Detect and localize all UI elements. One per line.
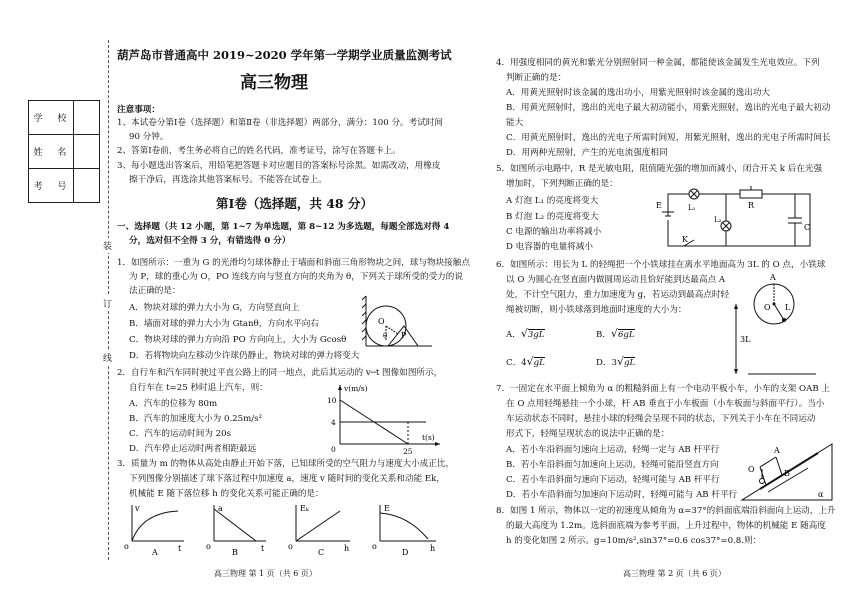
q7-label-alpha: α <box>818 490 824 499</box>
q2-ytick-4: 4 <box>331 418 336 427</box>
q2-xlabel: t(s) <box>422 433 435 442</box>
q6-label-l: L <box>785 303 791 312</box>
q5-option-b: B 灯泡 L₂ 的亮度将变大 <box>506 212 599 222</box>
q6-label-a: A <box>770 273 776 282</box>
q1-option-c: C．物块对球的弹力方向沿 PO 方向向上，大小为 Gcosθ <box>129 335 347 345</box>
q7-stem: 形式下，轻绳呈现状态的说法中正确的是： <box>506 429 670 439</box>
q3-b-xlabel: t <box>261 544 265 553</box>
exam-number-field[interactable] <box>29 169 99 202</box>
binding-mark-zhuang: 装 <box>103 238 112 253</box>
q3-b-origin: o <box>206 542 211 551</box>
q3-graph-b <box>206 504 266 557</box>
q4-option-a: A．用黄光照射时该金属的逸出功小，用紫光照射时该金属的逸出功大 <box>506 88 771 98</box>
binding-mark-ding: 订 <box>103 296 112 311</box>
q6-figure <box>728 270 818 378</box>
notice-line: 1、本试卷分第Ⅰ卷（选择题）和第Ⅱ卷（非选择题）两部分，满分：100 分。考试时间 <box>117 118 444 128</box>
q3-d-xlabel: h <box>430 544 436 553</box>
part1-title: 第Ⅰ卷（选择题，共 48 分） <box>216 196 373 211</box>
q5-stem: 增加时，下列判断正确的是： <box>506 179 618 189</box>
q2-option-d: D．汽车停止运动时两者相距最远 <box>129 444 257 454</box>
q2-ylabel: v(m/s) <box>344 384 368 393</box>
q7-stem: 7．一固定在水平面上倾角为 α 的粗糙斜面上有一个电动平板小车，小车的支架 OAB 上 <box>496 384 830 394</box>
q2-stem: 2．自行车和汽车同时驶过平直公路上的同一地点，此后其运动的 v─t 图像如图所示， <box>117 368 443 378</box>
notice-line: 90 分钟。 <box>129 132 169 142</box>
q3-c-origin: o <box>288 542 293 551</box>
q7-option-a: A．若小车沿斜面匀速向上运动，轻绳一定与 AB 杆平行 <box>506 445 720 455</box>
q7-label-b: B <box>784 469 790 478</box>
q5-label-e: E <box>656 201 662 210</box>
q3-c-name: C <box>318 548 325 557</box>
q4-stem: 4．用强度相同的黄光和紫光分别照射同一种金属，都能使该金属发生光电效应。下列 <box>496 58 820 68</box>
q3-c-ylabel: Eₖ <box>300 504 309 513</box>
q1-label-o: O <box>378 317 385 326</box>
section-instruction: 分，选对但不全得 3 分，有错选得 0 分） <box>129 236 291 246</box>
q3-b-name: B <box>232 548 238 557</box>
name-field[interactable] <box>29 135 99 169</box>
exam-number-label: 考 号 <box>33 182 73 192</box>
name-label: 姓 名 <box>33 148 73 158</box>
q5-option-d: D 电容器的电量将减小 <box>506 242 593 252</box>
q5-stem: 5．如图所示电路中，R 是光敏电阻，阻值随光强的增加而减小，闭合开关 k 后在光强 <box>496 164 823 174</box>
q5-option-c: C 电源的输出功率将减小 <box>506 227 602 237</box>
q1-label-p: P <box>401 331 407 340</box>
q3-graph-d <box>372 504 436 557</box>
q3-a-xlabel: t <box>178 544 182 553</box>
q1-stem: 1．如图所示：一重为 G 的光滑均匀球体静止于墙面和斜面三角形物块之间，球与物块接触点 <box>117 258 470 268</box>
q3-b-ylabel: a <box>218 504 223 513</box>
q1-option-d: D．若将物块向左移动少许球仍静止，物块对球的弹力将变大 <box>129 351 360 361</box>
footer-left: 高三物理 第 1 页（共 6 页） <box>214 569 317 578</box>
q5-option-a: A 灯泡 L₁ 的亮度将变大 <box>506 196 599 206</box>
q3-graph-c <box>288 504 350 557</box>
q4-option-d: D．用两种光照射，产生的光电流强度相同 <box>506 148 668 158</box>
q1-stem: 为 P，球的重心为 O，PO 连线方向与竖直方向的夹角为 θ，下列关于球所受的受力的说 <box>129 272 463 282</box>
q1-option-a: A．物块对球的弹力大小为 G，方向竖直向上 <box>129 303 300 313</box>
q6-option-c: C．4√gL <box>506 355 545 368</box>
q7-label-a: A <box>774 446 780 455</box>
notice-line: 擦干净后，再选涂其他答案标号。不能答在试卷上。 <box>129 175 327 185</box>
q6-stem: 绳被切断，则小铁球落到地面时速度的大小为： <box>506 305 687 315</box>
q4-option-b: B．用黄光照射时，逸出的光电子最大初动能小，用紫光照射，逸出的光电子最大初动 <box>506 103 831 113</box>
q3-d-ylabel: E <box>384 504 390 513</box>
q4-stem: 判断正确的是： <box>506 73 567 83</box>
q2-option-b: B．汽车的加速度大小为 0.25m/s² <box>129 414 263 424</box>
q6-option-a: A．√3gL <box>506 327 545 340</box>
q3-stem: 下列图像分别描述了球下落过程中加速度 a，速度 v 随时间的变化关系和动能 Ek， <box>129 474 445 484</box>
notice-line: 2、答第Ⅰ卷前，考生务必将自己的姓名代码，准考证号，涂写在答题卡上。 <box>117 146 401 156</box>
q6-stem: 6．如图所示：用长为 L 的轻绳把一个小铁球挂在离水平地面高为 3L 的 O 点，小铁球 <box>496 260 826 270</box>
q2-option-c: C．汽车的运动时间为 20s <box>129 429 231 439</box>
binding-mark-xian: 线 <box>103 350 112 365</box>
q1-label-theta: θ <box>383 332 388 340</box>
q7-figure <box>738 424 836 504</box>
q7-stem: 在 O 点用轻绳悬挂一个小球，杆 AB 垂直于小车板面（小车板面与斜面平行）。当小 <box>506 399 825 409</box>
q3-stem: 机械能 E 随下落位移 h 的变化关系可能正确的是： <box>129 489 324 499</box>
q2-origin: 0 <box>331 445 336 454</box>
q2-xtick-25: 25 <box>403 447 413 456</box>
q3-graph-a <box>124 504 184 557</box>
notice-heading: 注意事项： <box>117 105 160 115</box>
q6-label-3l: 3L <box>740 335 751 344</box>
q4-option-b-cont: 能大 <box>506 118 524 128</box>
q5-circuit <box>654 186 824 256</box>
q3-graphs <box>118 499 448 557</box>
q2-option-a: A．汽车的位移为 80m <box>129 399 218 409</box>
q8-stem: 的最大高度为 1.2m。选斜面底端为参考平面，上升过程中，物体的机械能 E 随高度 <box>506 521 826 531</box>
section-instruction: 一、选择题（共 12 小题，第 1~7 为单选题，第 8~12 为多选题，每题全部选对得 4 <box>117 222 450 232</box>
q7-option-c: C．若小车沿斜面匀速向下运动，轻绳可能与 AB 杆平行 <box>506 475 720 485</box>
q8-stem: 8．如图 1 所示，物体以一定的初速度从倾角为 α=37°的斜面底端沿斜面向上运动，上升 <box>496 506 836 516</box>
q2-vt-graph <box>318 382 448 456</box>
q3-a-ylabel: v <box>135 504 140 513</box>
q3-d-origin: o <box>372 542 377 551</box>
q3-stem: 3．质量为 m 的物体从高处由静止开始下落，已知球所受的空气阻力与速度大小成正比， <box>117 459 455 469</box>
q2-stem: 自行车在 t=25 秒时追上汽车，则： <box>129 383 268 393</box>
q6-label-o: O <box>764 303 771 312</box>
q2-ytick-10: 10 <box>327 396 337 405</box>
subject-title: 高三物理 <box>240 73 308 93</box>
q1-figure <box>352 292 434 354</box>
q4-option-c: C．用黄光照射时，逸出的光电子所需时间短，用紫光照射，逸出的光电子所需时间长 <box>506 133 831 143</box>
student-info-box <box>28 100 100 203</box>
q6-option-d: D．3√gL <box>596 355 636 368</box>
exam-title: 葫芦岛市普通高中 2019~2020 学年第一学期学业质量监测考试 <box>117 48 452 62</box>
notice-line: 3、每小题选出答案后，用铅笔把答题卡对应题目的答案标号涂黑。如需改动，用橡皮 <box>117 161 441 171</box>
q8-stem: h 的变化如图 2 所示。g=10m/s²,sin37°=0.6 cos37°=0.8.则： <box>506 536 762 546</box>
q5-label-l1: L₁ <box>688 204 696 212</box>
q3-d-name: D <box>402 548 409 557</box>
q7-option-b: B．若小车沿斜面匀加速向上运动，轻绳可能沿竖直方向 <box>506 460 719 470</box>
school-field[interactable] <box>29 101 99 135</box>
q7-option-d: D．若小车沿斜面匀加速向下运动时，轻绳可能与 AB 杆平行 <box>506 490 738 500</box>
q1-stem: 法正确的是： <box>129 286 181 296</box>
q1-option-b: B．墙面对球的弹力大小为 Gtanθ，方向水平向右 <box>129 319 319 329</box>
q7-label-o: O <box>748 465 755 474</box>
school-label: 学 校 <box>33 114 73 124</box>
q3-a-origin: o <box>124 542 129 551</box>
q3-a-name: A <box>152 548 158 557</box>
q6-stem: 处，不计空气阻力，重力加速度为 g，若运动到最高点时轻 <box>506 290 730 300</box>
q6-stem: 以 O 为圆心在竖直面内做圆周运动且恰好能到达最高点 A <box>506 275 726 285</box>
q5-label-k: K <box>682 235 688 244</box>
q5-label-r: R <box>748 201 755 210</box>
q6-option-b: B．√6gL <box>596 327 635 340</box>
q7-stem: 车运动状态不同时，悬挂小球的轻绳会呈现不同的状态，下列关于小车在不同运动 <box>506 414 816 424</box>
q3-c-xlabel: h <box>344 544 350 553</box>
footer-right: 高三物理 第 2 页（共 6 页） <box>623 569 726 578</box>
q5-label-l2: L₂ <box>714 216 722 224</box>
q5-label-c: C <box>804 223 811 232</box>
